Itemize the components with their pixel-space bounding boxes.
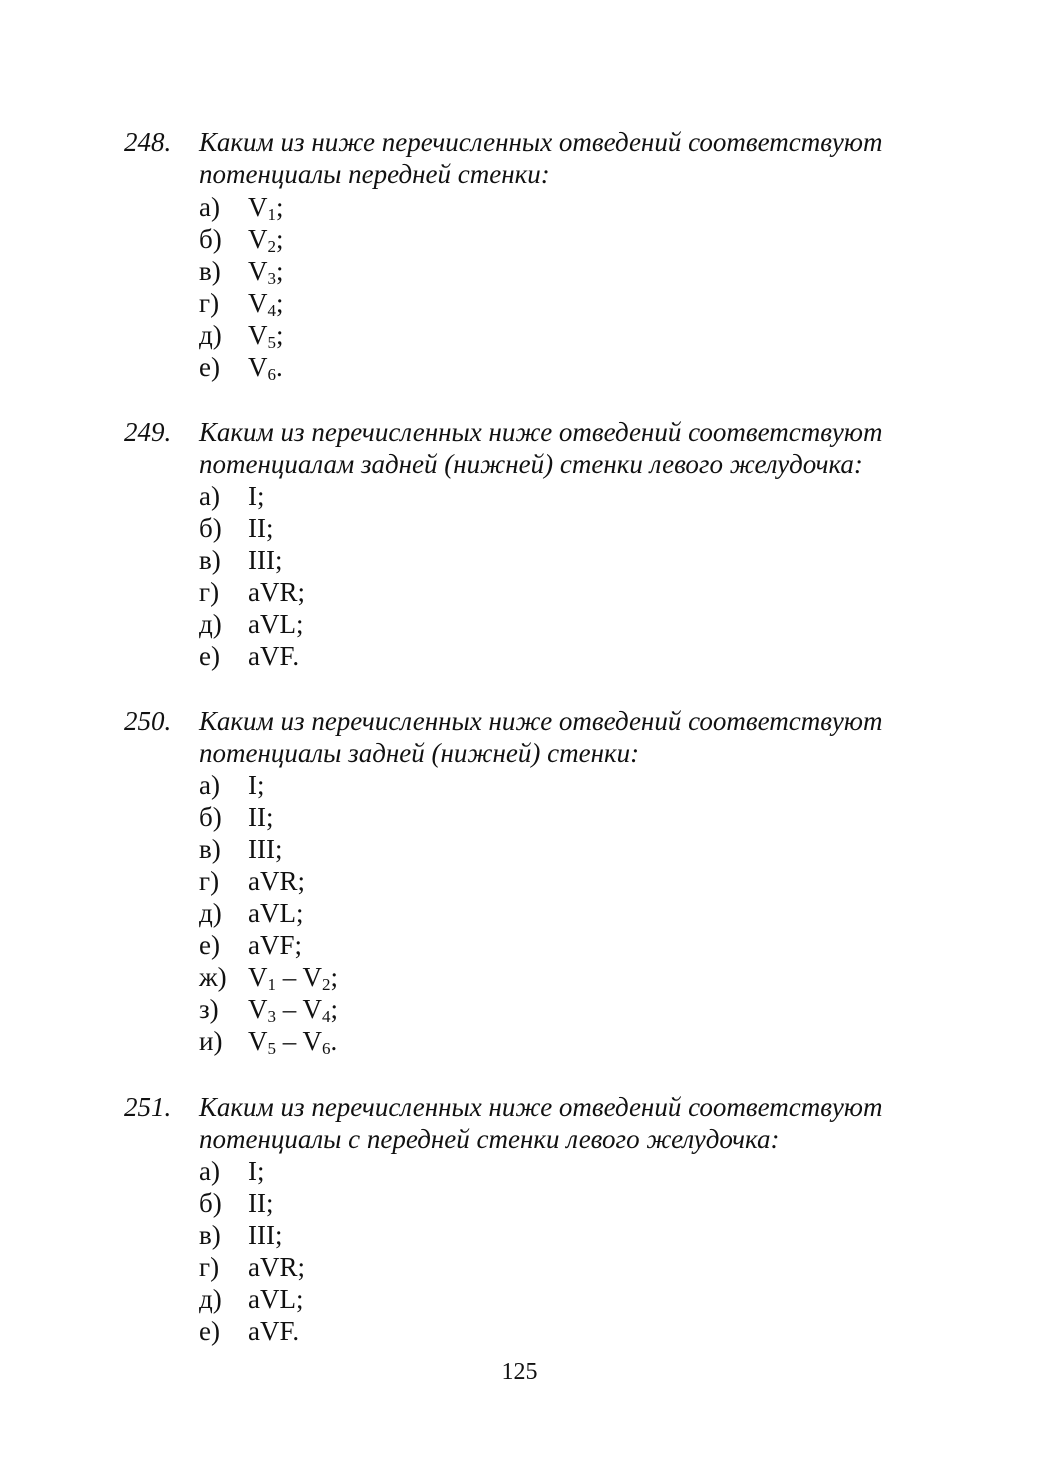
option xyxy=(0,897,1039,929)
option-subscript: 4 xyxy=(267,301,276,320)
question-text xyxy=(199,126,939,190)
option-letter: в) xyxy=(199,834,221,864)
option-text-part: ; xyxy=(330,962,339,992)
option-letter: и) xyxy=(199,1026,223,1056)
option-letter: д) xyxy=(199,1284,222,1314)
option-letter: д) xyxy=(199,898,222,928)
option-letter: а) xyxy=(199,481,220,511)
option xyxy=(0,1187,1039,1219)
option-text: III; xyxy=(248,834,283,864)
question-text xyxy=(199,1091,939,1155)
option-letter: е) xyxy=(199,930,220,960)
option-text: I; xyxy=(248,1156,265,1186)
option xyxy=(0,769,1039,801)
option-text-part: V xyxy=(248,224,268,254)
option-text: II; xyxy=(248,802,274,832)
option-subscript: 5 xyxy=(267,1039,276,1058)
option-text-part: V xyxy=(248,320,268,350)
question-text xyxy=(199,416,939,480)
option xyxy=(0,480,1039,512)
option xyxy=(0,961,1039,993)
page-number: 125 xyxy=(501,1359,538,1385)
option-text: aVF. xyxy=(248,1316,300,1346)
option-subscript: 6 xyxy=(267,365,276,384)
option xyxy=(0,833,1039,865)
option-subscript: 4 xyxy=(322,1007,331,1026)
question-number: 248. xyxy=(124,127,172,157)
option-text: aVL; xyxy=(248,609,304,639)
option xyxy=(0,1219,1039,1251)
option xyxy=(0,1155,1039,1187)
option xyxy=(0,865,1039,897)
option xyxy=(0,576,1039,608)
option-text-part: V xyxy=(248,288,268,318)
option xyxy=(0,223,1039,255)
option-text: II; xyxy=(248,1188,274,1218)
option-text: III; xyxy=(248,1220,283,1250)
option-text-part: – V xyxy=(276,1026,323,1056)
option-letter: ж) xyxy=(199,962,227,992)
option-text-part: . xyxy=(276,352,283,382)
option xyxy=(0,255,1039,287)
option-text-part: . xyxy=(330,1026,338,1056)
option-letter: г) xyxy=(199,577,220,607)
option xyxy=(0,1251,1039,1283)
question-number: 249. xyxy=(124,417,172,447)
option-text xyxy=(248,351,283,383)
option-text-part: V xyxy=(248,1026,268,1056)
option-text-part: ; xyxy=(276,256,284,286)
option-subscript: 3 xyxy=(267,269,276,288)
option-text-part: V xyxy=(248,192,268,222)
question-text-line-2: потенциалы с передней стенки левого желудочка: xyxy=(199,1124,780,1154)
option-text-part: – V xyxy=(276,994,323,1024)
question-text-line-1: Каким из перечисленных ниже отведений соответствуют xyxy=(199,1092,883,1122)
option-text-part: – V xyxy=(276,962,323,992)
option-letter: д) xyxy=(199,609,222,639)
option-text-part: ; xyxy=(276,288,284,318)
option-letter: е) xyxy=(199,641,220,671)
question-text xyxy=(199,705,939,769)
option-subscript: 3 xyxy=(267,1007,276,1026)
question-text-line-2: потенциалы задней (нижней) стенки: xyxy=(199,738,640,768)
question-number: 250. xyxy=(124,706,172,736)
option-subscript: 6 xyxy=(322,1039,331,1058)
question-number: 251. xyxy=(124,1092,172,1122)
option-subscript: 5 xyxy=(267,333,276,352)
option-text-part: ; xyxy=(276,192,284,222)
option xyxy=(0,1283,1039,1315)
option xyxy=(0,640,1039,672)
option-letter: е) xyxy=(199,352,220,382)
option-letter: б) xyxy=(199,802,222,832)
question-text-line-1: Каким из перечисленных ниже отведений соответствуют xyxy=(199,417,883,447)
option-text: I; xyxy=(248,481,265,511)
option-letter: г) xyxy=(199,866,220,896)
option-text xyxy=(248,993,338,1025)
option-text-part: V xyxy=(248,962,268,992)
option-text: aVL; xyxy=(248,1284,304,1314)
option-letter: а) xyxy=(199,192,220,222)
option-text-part: V xyxy=(248,256,268,286)
option-text xyxy=(248,191,284,223)
question-text-line-1: Каким из перечисленных ниже отведений соответствуют xyxy=(199,706,883,736)
option-text xyxy=(248,255,284,287)
option-text: III; xyxy=(248,545,283,575)
option-text: aVR; xyxy=(248,577,305,607)
option-text: aVF. xyxy=(248,641,300,671)
option-subscript: 2 xyxy=(322,975,331,994)
option-text: aVR; xyxy=(248,1252,305,1282)
option-text xyxy=(248,1025,337,1057)
option xyxy=(0,319,1039,351)
option-letter: б) xyxy=(199,1188,222,1218)
option-text-part: ; xyxy=(276,320,284,350)
option-text-part: V xyxy=(248,352,268,382)
option-text: I; xyxy=(248,770,265,800)
option-text-part: ; xyxy=(276,224,284,254)
option-letter: д) xyxy=(199,320,222,350)
option-text: aVF; xyxy=(248,930,302,960)
option xyxy=(0,512,1039,544)
option-letter: г) xyxy=(199,288,220,318)
option-text xyxy=(248,223,284,255)
option xyxy=(0,1315,1039,1347)
option-text xyxy=(248,319,284,351)
option-letter: з) xyxy=(199,994,219,1024)
option xyxy=(0,544,1039,576)
option-text: aVR; xyxy=(248,866,305,896)
option-letter: в) xyxy=(199,1220,221,1250)
option-text-part: V xyxy=(248,994,268,1024)
option xyxy=(0,608,1039,640)
option xyxy=(0,993,1039,1025)
option-letter: а) xyxy=(199,1156,220,1186)
option-text xyxy=(248,287,284,319)
option xyxy=(0,351,1039,383)
option-letter: е) xyxy=(199,1316,220,1346)
option-text-part: ; xyxy=(330,994,339,1024)
question-text-line-2: потенциалам задней (нижней) стенки левого желудочка: xyxy=(199,449,863,479)
option-letter: б) xyxy=(199,513,222,543)
question-text-line-2: потенциалы передней стенки: xyxy=(199,159,550,189)
option-letter: г) xyxy=(199,1252,220,1282)
option-text xyxy=(248,961,338,993)
option-letter: б) xyxy=(199,224,222,254)
option-letter: в) xyxy=(199,256,221,286)
option-subscript: 1 xyxy=(267,975,276,994)
option-text: II; xyxy=(248,513,274,543)
option xyxy=(0,191,1039,223)
option xyxy=(0,1025,1039,1057)
option-letter: а) xyxy=(199,770,220,800)
option xyxy=(0,929,1039,961)
option xyxy=(0,801,1039,833)
option xyxy=(0,287,1039,319)
option-subscript: 2 xyxy=(267,237,276,256)
option-letter: в) xyxy=(199,545,221,575)
question-text-line-1: Каким из ниже перечисленных отведений соответствуют xyxy=(199,127,883,157)
option-text: aVL; xyxy=(248,898,304,928)
option-subscript: 1 xyxy=(267,205,276,224)
